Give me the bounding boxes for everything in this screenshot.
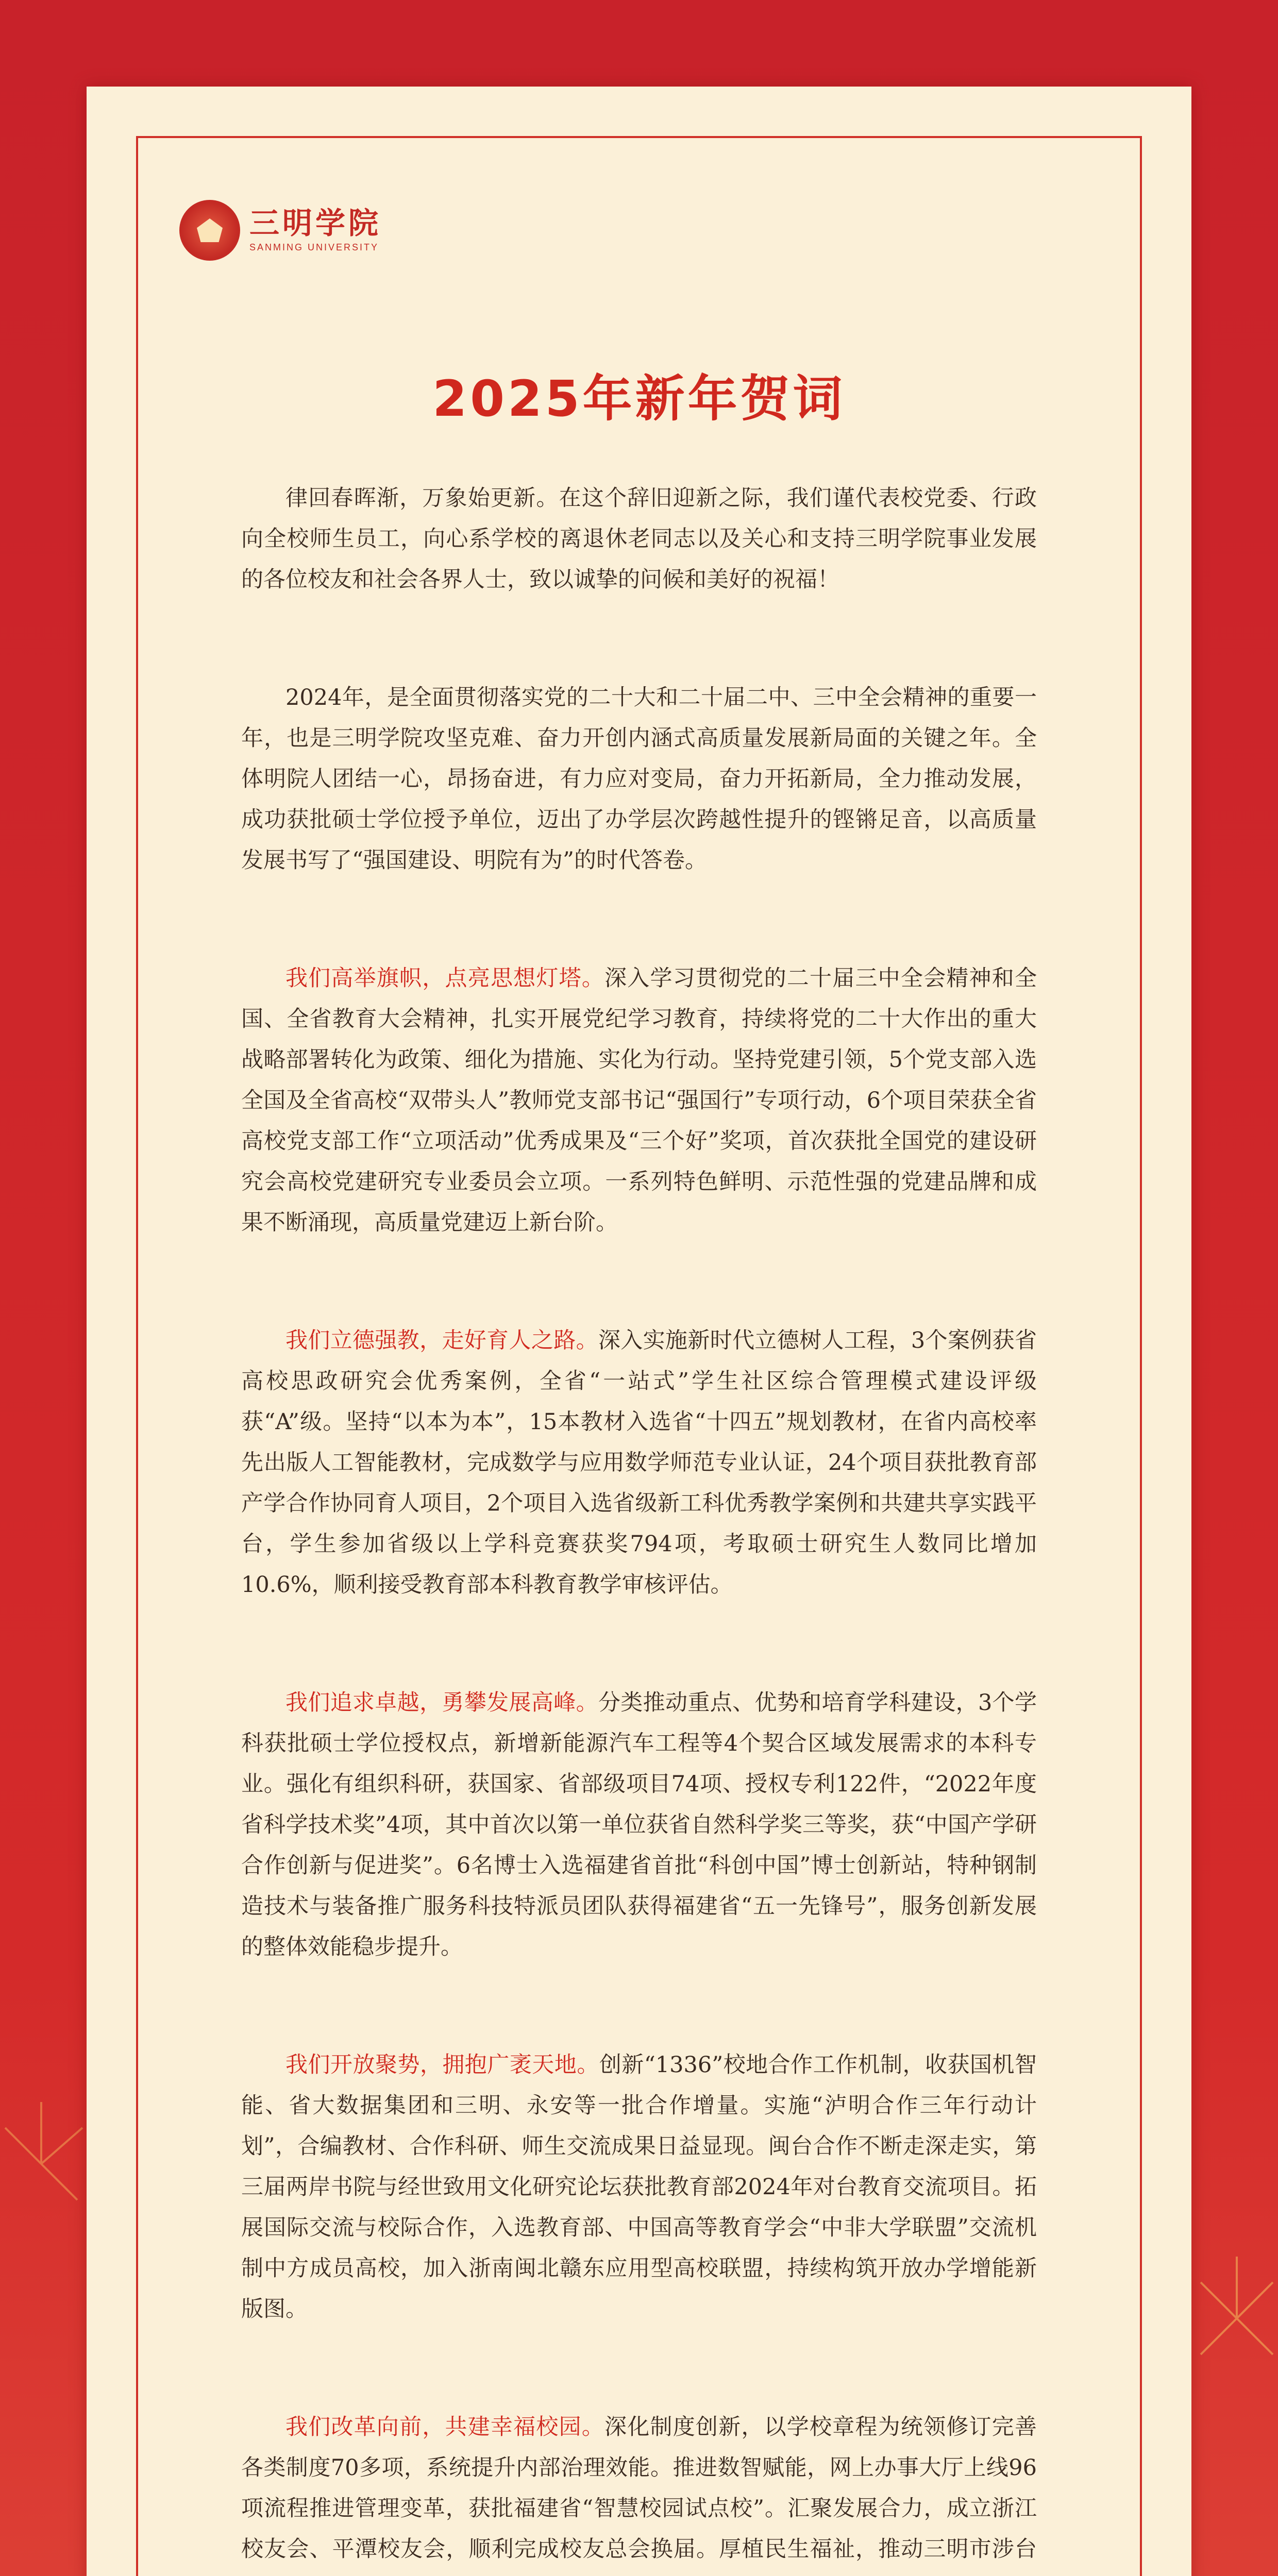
firework-right-icon	[1201, 2257, 1273, 2354]
logo-en: SANMING UNIVERSITY	[249, 242, 379, 252]
paragraph-2	[241, 677, 1037, 881]
university-seal-icon	[179, 200, 240, 261]
paragraph-highlight: 我们改革向前，共建幸福校园。	[285, 2414, 605, 2440]
paragraph-3	[241, 958, 1037, 1243]
logo-text	[249, 205, 382, 253]
paragraph-text: 深入实施新时代立德树人工程，3个案例获省高校思政研究会优秀案例，全省“一站式”学生社区综合管理模式建设评级获“A”级。坚持“以本为本”，15本教材入选省“十四五”规划教材，在省内高校率先出版人工智能教材，完成数学与应用数学师范专业认证，24个项目获批教育部产学合作协同育人项目，2个项目入选省级新工科优秀教学案例和共建共享实践平台，学生参加省级以上学科竞赛获奖794项，考取硕士研究生人数同比增加10.6%，顺利接受教育部本科教育教学审核评估。	[241, 1328, 1037, 1598]
paragraph-text: 创新“1336”校地合作工作机制，收获国机智能、省大数据集团和三明、永安等一批合作增量。实施“泸明合作三年行动计划”，合编教材、合作科研、师生交流成果日益显现。闽台合作不断走深走实，第三届两岸书院与经世致用文化研究论坛获批教育部2024年对台教育交流项目。拓展国际交流与校际合作，入选教育部、中国高等教育学会“中非大学联盟”交流机制中方成员高校，加入浙南闽北赣东应用型高校联盟，持续构筑开放办学增能新版图。	[241, 2052, 1037, 2322]
paragraph-6	[241, 2045, 1037, 2330]
paragraph-text: 分类推动重点、优势和培育学科建设，3个学科获批硕士学位授权点，新增新能源汽车工程等4个契合区域发展需求的本科专业。强化有组织科研，获国家、省部级项目74项、授权专利122件，“2022年度省科学技术奖”4项，其中首次以第一单位获省自然科学奖三等奖，获“中国产学研合作创新与促进奖”。6名博士入选福建省首批“科创中国”博士创新站，特种钢制造技术与装备推广服务科技特派员团队获得福建省“五一先锋号”，服务创新发展的整体效能稳步提升。	[241, 1690, 1037, 1960]
paragraph-text: 2024年，是全面贯彻落实党的二十大和二十届二中、三中全会精神的重要一年，也是三明学院攻坚克难、奋力开创内涵式高质量发展新局面的关键之年。全体明院人团结一心，昂扬奋进，有力应对变局，奋力开拓新局，全力推动发展，成功获批硕士学位授予单位，迈出了办学层次跨越性提升的铿锵足音，以高质量发展书写了“强国建设、明院有为”的时代答卷。	[241, 685, 1037, 873]
greeting-letter-paper	[87, 87, 1191, 2576]
firework-left-icon	[5, 2102, 82, 2200]
letter-body	[241, 478, 1037, 2576]
paragraph-highlight: 我们立德强教，走好育人之路。	[285, 1328, 598, 1353]
paragraph-text: 深入学习贯彻党的二十届三中全会精神和全国、全省教育大会精神，扎实开展党纪学习教育，持续将党的二十大作出的重大战略部署转化为政策、细化为措施、实化为行动。坚持党建引领，5个党支部入选全国及全省高校“双带头人”教师党支部书记“强国行”专项行动，6个项目荣获全省高校党支部工作“立项活动”优秀成果及“三个好”奖项，首次获批全国党的建设研究会高校党建研究专业委员会立项。一系列特色鲜明、示范性强的党建品牌和成果不断涌现，高质量党建迈上新台阶。	[241, 965, 1037, 1235]
page-title: 2025年新年贺词	[432, 370, 846, 428]
paragraph-highlight: 我们开放聚势，拥抱广袤天地。	[285, 2052, 599, 2078]
logo-cn: 三明学院	[249, 205, 382, 241]
paragraph-5	[241, 1683, 1037, 1968]
paragraph-4	[241, 1320, 1037, 1605]
paragraph-text: 律回春晖渐，万象始更新。在这个辞旧迎新之际，我们谨代表校党委、行政向全校师生员工，向心系学校的离退休老同志以及关心和支持三明学院事业发展的各位校友和社会各界人士，致以诚挚的问候和美好的祝福！	[241, 485, 1037, 592]
paragraph-text: 深化制度创新，以学校章程为统领修订完善各类制度70多项，系统提升内部治理效能。推进数智赋能，网上办事大厅上线96项流程推进管理变革，获批福建省“智慧校园试点校”。汇聚发展合力，成立浙江校友会、平潭校友会，顺利完成校友总会换届。厚植民生福祉，推动三明市涉台	[241, 2414, 1037, 2562]
paragraph-1	[241, 478, 1037, 600]
paragraph-highlight: 我们追求卓越，勇攀发展高峰。	[285, 1690, 598, 1716]
paragraph-highlight: 我们高举旗帜，点亮思想灯塔。	[285, 965, 605, 991]
paragraph-7	[241, 2407, 1037, 2576]
university-logo	[179, 200, 381, 261]
